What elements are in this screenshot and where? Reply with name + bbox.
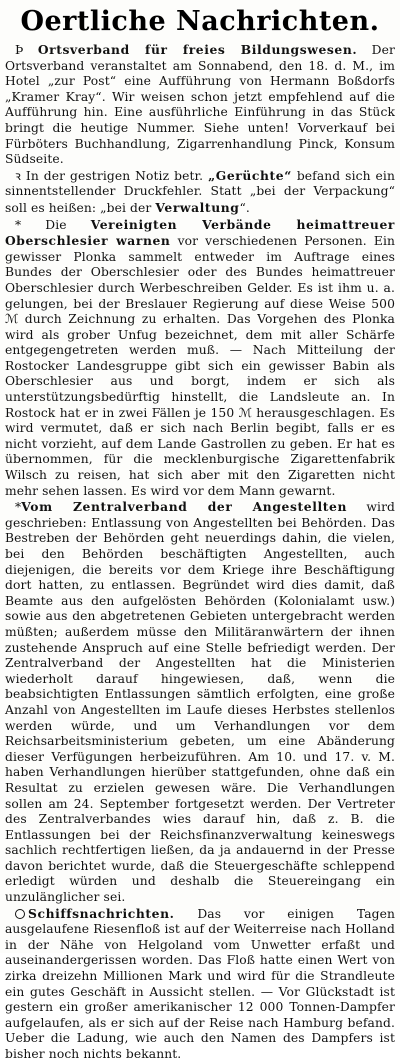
article-headline-2: Verwaltung	[155, 199, 240, 215]
article-body-middle: befand sich ein sinnentstellender Druckfehler. Statt „bei der Verpackung“ soll es heißen: „bei der	[5, 168, 395, 215]
article-bildungswesen	[5, 42, 395, 168]
article-body-before: In der gestrigen Notiz betr.	[25, 168, 204, 183]
article-headline: Vereinigten Verbände heimattreuer Oberschlesier warnen	[5, 216, 395, 249]
page-title: Oertliche Nachrichten.	[20, 6, 380, 37]
article-correction	[5, 168, 395, 217]
article-marker: *	[15, 217, 22, 232]
article-body-after: “.	[239, 200, 250, 215]
article-headline: Vom Zentralverband der Angestellten	[21, 499, 347, 515]
ring-icon	[15, 909, 25, 919]
article-body: Das vor einigen Tagen ausgelaufene Riesenfloß ist auf der Weiterreise nach Holland in der Nähe von Helgoland vom Unwetter erfaßt und auseinandergerissen worden. Das Floß hatte einen Wert von zirka dreizehn Millionen Mark und wird für die Strandleute ein gutes Geschäft in Aussicht stellen. — Vor Glückstadt ist gestern ein großer amerikanischer 12 000 Tonnen-Dampfer aufgelaufen, als er sich auf der Reise nach Hamburg befand. Ueber die Ladung, wie auch den Namen des Dampfers ist bisher noch nichts bekannt.	[5, 906, 395, 1061]
article-headline: Schiffsnachrichten.	[28, 905, 175, 921]
article-marker: *	[15, 500, 22, 515]
article-schiffsnachrichten	[5, 906, 395, 1063]
article-body: Der Ortsverband veranstaltet am Sonnabend, den 18. d. M., im Hotel „zur Post“ eine Aufführung von Hermann Boßdorfs „Kramer Kray“. Wir weisen schon jetzt empfehlend auf die Aufführung hin. Eine ausführliche Einführung in das Stück bringt die heutige Nummer. Siehe unten! Vorverkauf bei Fürböters Buchhandlung, Zigarrenhandlung Pinck, Konsum Südseite.	[5, 43, 395, 167]
article-body-before: Die	[45, 217, 67, 232]
article-marker: Þ	[15, 43, 24, 57]
article-body: vor verschiedenen Personen. Ein gewisser Plonka sammelt entweder im Auftrage eines Bundes der Oberschlesier oder des Bundes heimattreuer Oberschlesier durch Werbeschreiben Gelder. Es ist ihm u. a. gelungen, bei der Breslauer Regierung auf diese Weise 500 ℳ durch Zeichnung zu erhalten. Das Vorgehen des Plonka wird als grober Unfug bezeichnet, dem mit aller Schärfe entgegengetreten werden muß. — Nach Mitteilung der Rostocker Landesgruppe gibt sich ein gewisser Babin als Oberschlesier aus und borgt, indem er sich als unterstützungsbedürftig hinstellt, die Landsleute an. In Rostock hat er in zwei Fällen je 150 ℳ herausgeschlagen. Es wird vermutet, daß er sich nach Berlin begibt, falls er es nicht vorzieht, auf dem Lande Gastrollen zu geben. Er hat es übernommen, für die mecklenburgische Zigarettenfabrik Wilsch zu reisen, hat sich aber mit den Zigaretten nicht mehr sehen lassen. Es wird vor dem Mann gewarnt.	[5, 234, 396, 498]
article-headline: „Gerüchte“	[208, 167, 292, 183]
article-marker: ꝛ	[15, 168, 21, 183]
article-headline: Ortsverband für freies Bildungswesen.	[37, 42, 358, 57]
article-body: wird geschrieben: Entlassung von Angestellten bei Behörden. Das Bestreben der Behörden geht neuerdings dahin, die vielen, bei den Behörden beschäftigten Angestellten, auch diejenigen, die bereits vor dem Kriege ihre Beschäftigung dort hatten, zu entlassen. Begründet wird dies damit, daß Beamte aus den aufgelösten Behörden (Kolonialamt usw.) sowie aus den abgetretenen Gebieten untergebracht werden müßten; außerdem müsse den Militäranwärtern der ihnen zustehende Anspruch auf eine Stelle befriedigt werden. Der Zentralverband der Angestellten hat die Ministerien wiederholt darauf hingewiesen, daß, wenn die beabsichtigten Entlassungen sämtlich erfolgten, eine große Anzahl von Angestellten im Laufe dieses Herbstes stellenlos werden würde, und um Verhandlungen vor dem Reichsarbeitsministerium gebeten, um eine Abänderung dieser Verfügungen herbeizuführen. Am 10. und 17. v. M. haben Verhandlungen hierüber stattgefunden, ohne daß ein Resultat zu erzielen gewesen wäre. Die Verhandlungen sollen am 24. September fortgesetzt werden. Der Vertreter des Zentralverbandes wies darauf hin, daß z. B. die Entlassungen bei der Reichsfinanzverwaltung keineswegs sachlich rechtfertigen ließen, da ja andauernd in der Presse davon berichtet wurde, daß die Steuergeschäfte schleppend erledigt würden und deshalb die Steuereingang ein unzulänglicher sei.	[5, 500, 396, 905]
article-oberschlesier	[5, 217, 395, 500]
article-zentralverband	[5, 499, 395, 905]
